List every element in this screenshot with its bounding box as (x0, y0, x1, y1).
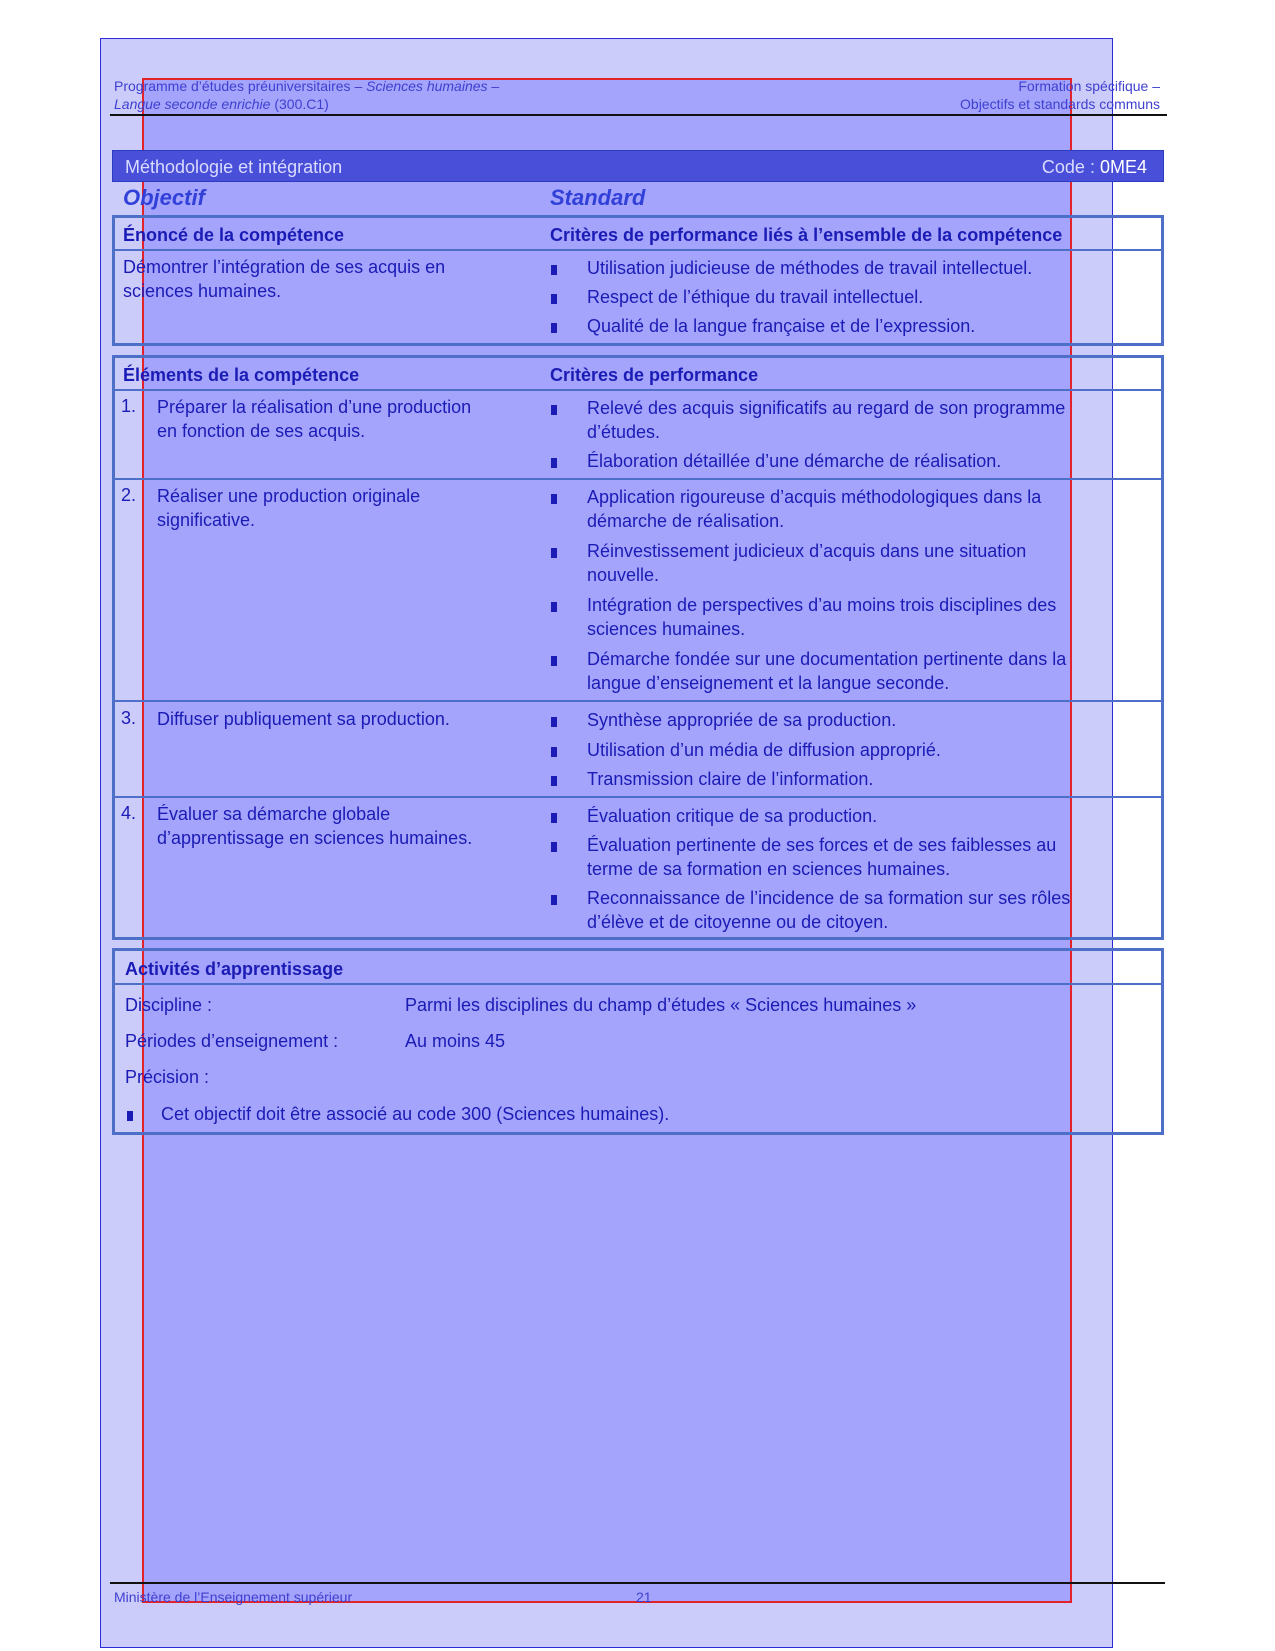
bullet-icon (551, 265, 557, 275)
bullet-icon (551, 717, 557, 727)
page-number: 21 (636, 1589, 652, 1605)
activities-divider (115, 983, 1161, 985)
bullet-icon (551, 842, 557, 852)
code-label: Code : (1041, 157, 1095, 177)
element-line: en fonction de ses acquis. (157, 421, 366, 441)
competence-box (112, 215, 1164, 346)
discipline-label: Discipline : (125, 995, 213, 1015)
element-criterion (587, 396, 1065, 444)
bullet-icon (551, 548, 557, 558)
header-program: Programme d’études préuniversitaires – (114, 78, 367, 94)
element-number: 1. (121, 396, 137, 416)
code-value: 0ME4 (1099, 157, 1147, 177)
criterion-line: Relevé des acquis significatifs au regard de son programme (587, 398, 1066, 418)
header-formation: Formation spécifique – (1018, 78, 1160, 94)
standard-label: Standard (550, 185, 646, 210)
bullet-icon (551, 294, 557, 304)
bullet-icon (551, 776, 557, 786)
periods-label: Périodes d’enseignement : (125, 1031, 339, 1051)
bullet-icon (127, 1111, 133, 1121)
criterion-line: d’élève et de citoyenne ou de citoyen. (587, 912, 889, 932)
banner-code (1042, 157, 1147, 178)
element-number: 4. (121, 803, 137, 823)
criterion-line: Reconnaissance de l’incidence de sa formation sur ses rôles (587, 888, 1071, 908)
element-number: 2. (121, 485, 137, 505)
element-number: 3. (121, 708, 137, 728)
bullet-icon (551, 494, 557, 504)
criterion-line: Application rigoureuse d’acquis méthodologiques dans la (587, 487, 1042, 507)
header-left (114, 77, 614, 113)
elements-box (112, 355, 1164, 940)
elements-heading: Éléments de la compétence (123, 365, 360, 385)
bullet-icon (551, 458, 557, 468)
banner-title: Méthodologie et intégration (125, 157, 343, 177)
competence-criterion: Qualité de la langue française et de l’expression. (587, 316, 976, 336)
element-criterion: Synthèse appropriée de sa production. (587, 710, 897, 730)
element-criterion: Évaluation critique de sa production. (587, 806, 878, 826)
criterion-line: nouvelle. (587, 565, 660, 585)
row-divider (115, 796, 1161, 798)
competence-criterion: Utilisation judicieuse de méthodes de travail intellectuel. (587, 258, 1033, 278)
competence-criteria-heading: Critères de performance liés à l’ensemble de la compétence (550, 225, 1063, 245)
bullet-icon (551, 747, 557, 757)
header-right (760, 77, 1160, 113)
competence-statement-line: sciences humaines. (123, 281, 282, 301)
element-criterion (587, 593, 1056, 641)
header-program-name: Sciences humaines (366, 78, 488, 94)
competence-divider (115, 249, 1161, 251)
criterion-line: sciences humaines. (587, 619, 746, 639)
element-line: Évaluer sa démarche globale (157, 804, 391, 824)
criterion-line: d’études. (587, 422, 661, 442)
criterion-line: langue d’enseignement et la langue seconde. (587, 673, 950, 693)
element-criterion (587, 539, 1026, 587)
bullet-icon (551, 602, 557, 612)
activities-box (112, 948, 1164, 1135)
header-dash: – (487, 78, 500, 94)
criterion-line: Évaluation pertinente de ses forces et de ses faiblesses au (587, 835, 1057, 855)
criterion-line: terme de sa formation en sciences humaines. (587, 859, 951, 879)
footer-ministry: Ministère de l’Enseignement supérieur (114, 1589, 353, 1605)
periods-value: Au moins 45 (405, 1031, 506, 1051)
criterion-line: Réinvestissement judicieux d’acquis dans une situation (587, 541, 1027, 561)
criterion-line: Démarche fondée sur une documentation pertinente dans la (587, 649, 1067, 669)
header-track: Langue seconde enrichie (114, 96, 271, 112)
header-objectives: Objectifs et standards communs (960, 96, 1160, 112)
element-line: significative. (157, 510, 256, 530)
element-criterion (587, 833, 1056, 881)
bullet-icon (551, 323, 557, 333)
row-divider (115, 700, 1161, 702)
footer-rule (110, 1582, 1165, 1584)
elements-divider (115, 389, 1161, 391)
element-text (157, 802, 472, 850)
precision-item: Cet objectif doit être associé au code 300 (Sciences humaines). (161, 1104, 670, 1124)
competence-statement (123, 255, 445, 303)
objectif-label: Objectif (123, 185, 205, 210)
element-text (157, 484, 420, 532)
element-text (157, 395, 471, 443)
element-criterion: Utilisation d’un média de diffusion approprié. (587, 740, 941, 760)
element-line: d’apprentissage en sciences humaines. (157, 828, 473, 848)
discipline-value: Parmi les disciplines du champ d’études « Sciences humaines » (405, 995, 917, 1015)
bullet-icon (551, 405, 557, 415)
precision-label: Précision : (125, 1067, 210, 1087)
element-criterion (587, 485, 1041, 533)
competence-criterion: Respect de l’éthique du travail intellectuel. (587, 287, 924, 307)
element-line: Préparer la réalisation d’une production (157, 397, 472, 417)
header-track-code: (300.C1) (270, 96, 329, 112)
competence-statement-line: Démontrer l’intégration de ses acquis en (123, 257, 446, 277)
header-rule (110, 114, 1167, 116)
element-criterion: Transmission claire de l’information. (587, 769, 874, 789)
elements-criteria-heading: Critères de performance (550, 365, 759, 385)
objective-banner (112, 150, 1164, 182)
element-line: Réaliser une production originale (157, 486, 421, 506)
activities-heading: Activités d’apprentissage (125, 959, 344, 979)
element-criterion (587, 886, 1070, 934)
bullet-icon (551, 813, 557, 823)
element-criterion (587, 647, 1066, 695)
criterion-line: Intégration de perspectives d’au moins trois disciplines des (587, 595, 1057, 615)
bullet-icon (551, 895, 557, 905)
competence-heading: Énoncé de la compétence (123, 225, 345, 245)
element-text: Diffuser publiquement sa production. (157, 709, 450, 729)
row-divider (115, 478, 1161, 480)
bullet-icon (551, 656, 557, 666)
element-criterion: Élaboration détaillée d’une démarche de réalisation. (587, 451, 1002, 471)
criterion-line: démarche de réalisation. (587, 511, 785, 531)
